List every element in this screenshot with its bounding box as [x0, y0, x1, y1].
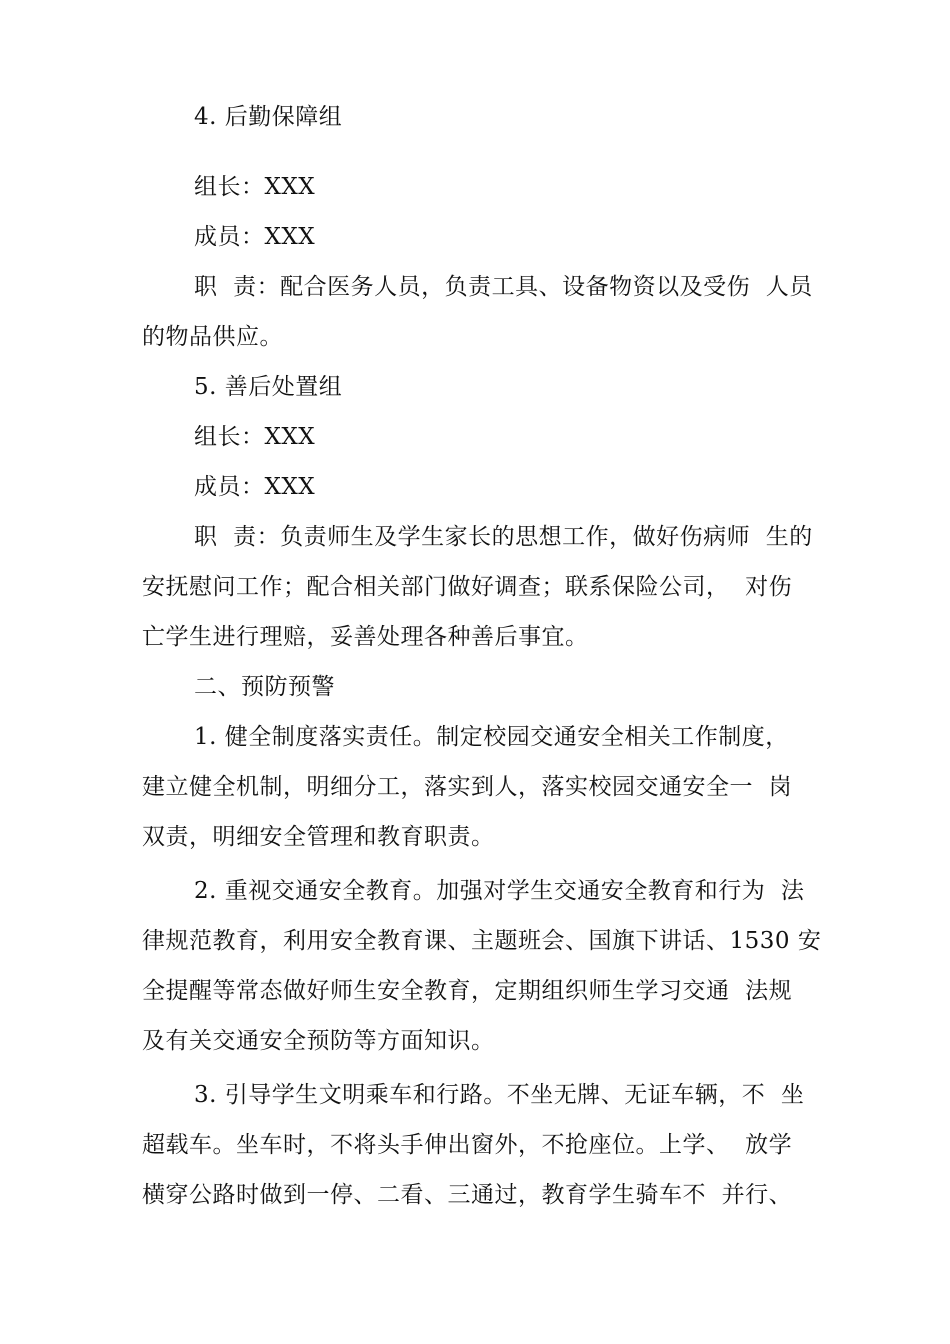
document-body	[142, 92, 832, 1220]
paragraph-3-line-3: 横穿公路时做到一停、二看、三通过，教育学生骑车不 并行、	[142, 1182, 793, 1208]
logistics-group-leader: 组长：XXX	[194, 174, 316, 200]
aftermath-duty-line-2: 安抚慰问工作；配合相关部门做好调查；联系保险公司， 对伤	[142, 574, 793, 600]
logistics-group-members: 成员：XXX	[194, 224, 316, 250]
paragraph-2-line-4: 及有关交通安全预防等方面知识。	[142, 1028, 495, 1054]
paragraph-3-line-2: 超载车。坐车时，不将头手伸出窗外，不抢座位。上学、 放学	[142, 1132, 793, 1158]
heading-logistics-group: 4. 后勤保障组	[194, 104, 343, 130]
heading-aftermath-group: 5. 善后处置组	[194, 374, 343, 400]
paragraph-1-line-1: 1. 健全制度落实责任。制定校园交通安全相关工作制度，	[194, 724, 789, 750]
paragraph-2-line-2: 律规范教育，利用安全教育课、主题班会、国旗下讲话、1530 安	[142, 928, 822, 954]
section-heading-prevention: 二、预防预警	[194, 674, 335, 700]
paragraph-3-line-1: 3. 引导学生文明乘车和行路。不坐无牌、无证车辆，不 坐	[194, 1082, 805, 1108]
aftermath-duty-line-3: 亡学生进行理赔，妥善处理各种善后事宜。	[142, 624, 589, 650]
aftermath-duty-line-1: 职 责：负责师生及学生家长的思想工作，做好伤病师 生的	[194, 524, 813, 550]
paragraph-2-line-1: 2. 重视交通安全教育。加强对学生交通安全教育和行为 法	[194, 878, 805, 904]
logistics-duty-line-2: 的物品供应。	[142, 324, 283, 350]
paragraph-1-line-2: 建立健全机制，明细分工，落实到人，落实校园交通安全一 岗	[142, 774, 793, 800]
paragraph-1-line-3: 双责，明细安全管理和教育职责。	[142, 824, 495, 850]
aftermath-group-members: 成员：XXX	[194, 474, 316, 500]
aftermath-group-leader: 组长：XXX	[194, 424, 316, 450]
paragraph-2-line-3: 全提醒等常态做好师生安全教育，定期组织师生学习交通 法规	[142, 978, 793, 1004]
logistics-duty-line-1: 职 责：配合医务人员，负责工具、设备物资以及受伤 人员	[194, 274, 813, 300]
